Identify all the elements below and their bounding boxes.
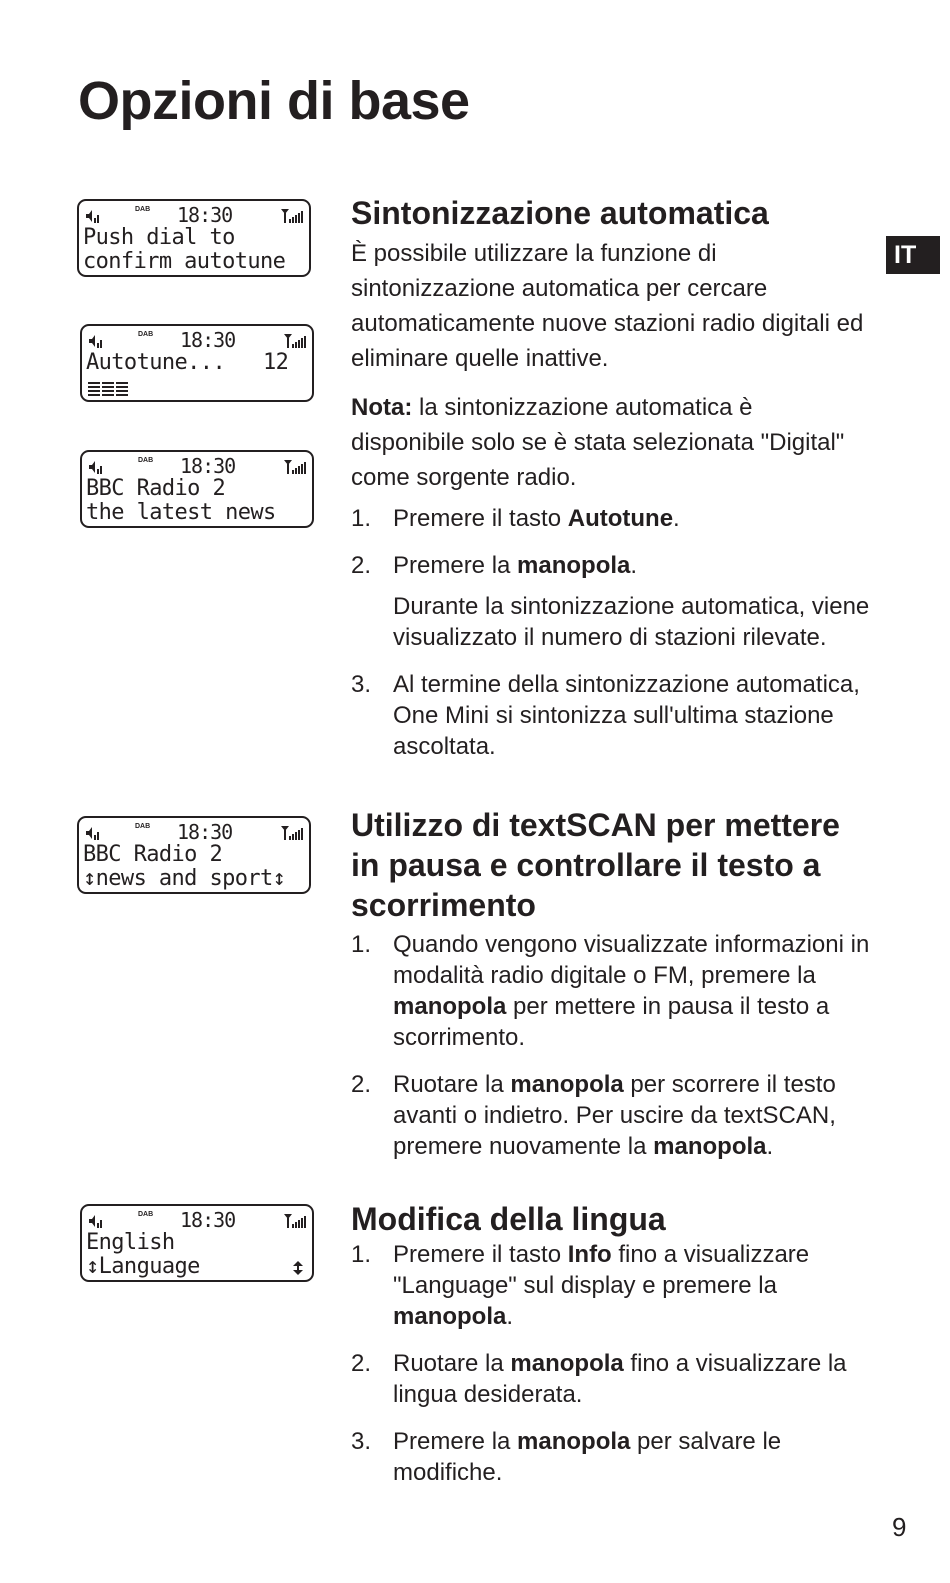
list-item [351, 669, 871, 762]
step-text: Ruotare la [393, 1071, 511, 1098]
list-item [351, 550, 871, 653]
step-number: 3. [351, 1428, 372, 1455]
list-item [351, 1348, 871, 1410]
note-label: Nota: [351, 394, 413, 421]
lcd-display-station [80, 450, 314, 528]
step-text: Premere la [393, 552, 518, 579]
list-item [351, 1069, 876, 1162]
lcd-time: 18:30 [180, 1208, 236, 1232]
language-tab: IT [886, 236, 940, 274]
list-item [351, 929, 876, 1053]
step-text: Premere la [393, 1428, 518, 1455]
progress-block [116, 382, 128, 396]
step-bold-text: Autotune [567, 505, 674, 532]
step-bold-text: manopola [393, 1303, 507, 1330]
progress-block [102, 382, 114, 396]
dab-indicator: DAB [138, 457, 154, 464]
section-textscan [351, 805, 876, 1162]
dab-indicator: DAB [138, 1211, 154, 1218]
volume-icon [89, 1214, 103, 1228]
lcd-line-2: confirm autotune [83, 249, 286, 274]
step-text: fino a visualizzare la lingua desiderata. [393, 1350, 847, 1408]
step-text: Quando vengono visualizzate informazioni in modalità radio digitale o FM, premere la [393, 931, 870, 989]
section-intro: È possibile utilizzare la funzione di sintonizzazione automatica per cercare automaticamente nuove stazioni radio digitali ed eliminare quelle inattive. [351, 240, 864, 372]
step-number: 1. [351, 505, 372, 532]
step-bold-text: manopola [517, 1428, 631, 1455]
step-text: per salvare le modifiche. [393, 1428, 782, 1486]
step-number: 2. [351, 552, 372, 579]
textscan-steps [351, 929, 876, 1162]
lcd-time: 18:30 [177, 820, 233, 844]
language-steps [351, 1239, 871, 1488]
signal-strength-icon [284, 460, 306, 474]
step-text: . [673, 505, 680, 532]
step-text: Al termine della sintonizzazione automatica, One Mini si sintonizza sull'ultima stazione ascoltata. [393, 671, 860, 760]
scroll-arrows-icon [292, 1261, 304, 1275]
step-bold-text: manopola [517, 552, 631, 579]
note-text: la sintonizzazione automatica è disponibile solo se è stata selezionata "Digital" come sorgente radio. [351, 394, 845, 491]
step-text: fino a visualizzare "Language" sul display e premere la [393, 1241, 810, 1299]
lcd-line-1: BBC Radio 2 [86, 476, 226, 501]
lcd-time: 18:30 [180, 454, 236, 478]
dab-indicator: DAB [135, 823, 151, 830]
volume-icon [89, 460, 103, 474]
lcd-time: 18:30 [177, 203, 233, 227]
section-heading: Sintonizzazione automatica [351, 195, 769, 231]
lcd-display-push-dial [77, 199, 311, 277]
lcd-time: 18:30 [180, 328, 236, 352]
autotune-progress-bar [88, 382, 128, 396]
lcd-display-textscan [77, 816, 311, 894]
lcd-line-2: the latest news [86, 500, 276, 525]
lcd-line-2: ↕Language [86, 1254, 200, 1279]
volume-icon [86, 209, 100, 223]
list-item [351, 503, 871, 534]
step-bold-text: manopola [510, 1071, 624, 1098]
step-number: 3. [351, 671, 372, 698]
signal-strength-icon [281, 826, 303, 840]
volume-icon [86, 826, 100, 840]
autotune-steps [351, 503, 871, 762]
step-text: per scorrere il testo avanti o indietro. Per uscire da textSCAN, premere nuovamente la [393, 1071, 836, 1160]
step-text: Premere il tasto [393, 505, 568, 532]
note-paragraph [351, 390, 871, 495]
step-number: 1. [351, 931, 372, 958]
dab-indicator: DAB [135, 206, 151, 213]
step-text: . [630, 552, 638, 579]
volume-icon [89, 334, 103, 348]
lcd-line-1: English [86, 1230, 175, 1255]
lcd-line-1: Autotune... 12 [86, 350, 289, 375]
signal-strength-icon [281, 209, 303, 223]
step-bold-text: Info [567, 1241, 612, 1268]
lcd-line-1: Push dial to [83, 225, 235, 250]
progress-block [88, 382, 100, 396]
step-number: 2. [351, 1071, 372, 1098]
lcd-line-2: ↕news and sport↕ [83, 866, 286, 891]
lcd-line-1: BBC Radio 2 [83, 842, 223, 867]
step-subtext: Durante la sintonizzazione automatica, viene visualizzato il numero di stazioni rilevate. [393, 593, 870, 651]
list-item [351, 1426, 871, 1488]
page-number: 9 [892, 1512, 907, 1542]
step-text: Premere il tasto [393, 1241, 568, 1268]
list-item [351, 1239, 871, 1332]
step-number: 1. [351, 1241, 372, 1268]
lcd-display-autotune [80, 324, 314, 402]
section-autotune [351, 193, 871, 762]
step-text: . [506, 1303, 514, 1330]
step-text: per mettere in pausa il testo a scorrimento. [393, 993, 830, 1051]
lcd-display-language [80, 1204, 314, 1282]
step-text: Ruotare la [393, 1350, 511, 1377]
section-heading: Modifica della lingua [351, 1201, 666, 1237]
signal-strength-icon [284, 1214, 306, 1228]
section-heading: Utilizzo di textSCAN per mettere in pausa e controllare il testo a scorrimento [351, 807, 840, 923]
step-number: 2. [351, 1350, 372, 1377]
signal-strength-icon [284, 334, 306, 348]
step-bold-text: manopola [653, 1133, 767, 1160]
section-language [351, 1199, 871, 1488]
step-text: . [766, 1133, 774, 1160]
step-bold-text: manopola [510, 1350, 624, 1377]
page-title: Opzioni di base [78, 71, 470, 131]
dab-indicator: DAB [138, 331, 154, 338]
step-bold-text: manopola [393, 993, 507, 1020]
